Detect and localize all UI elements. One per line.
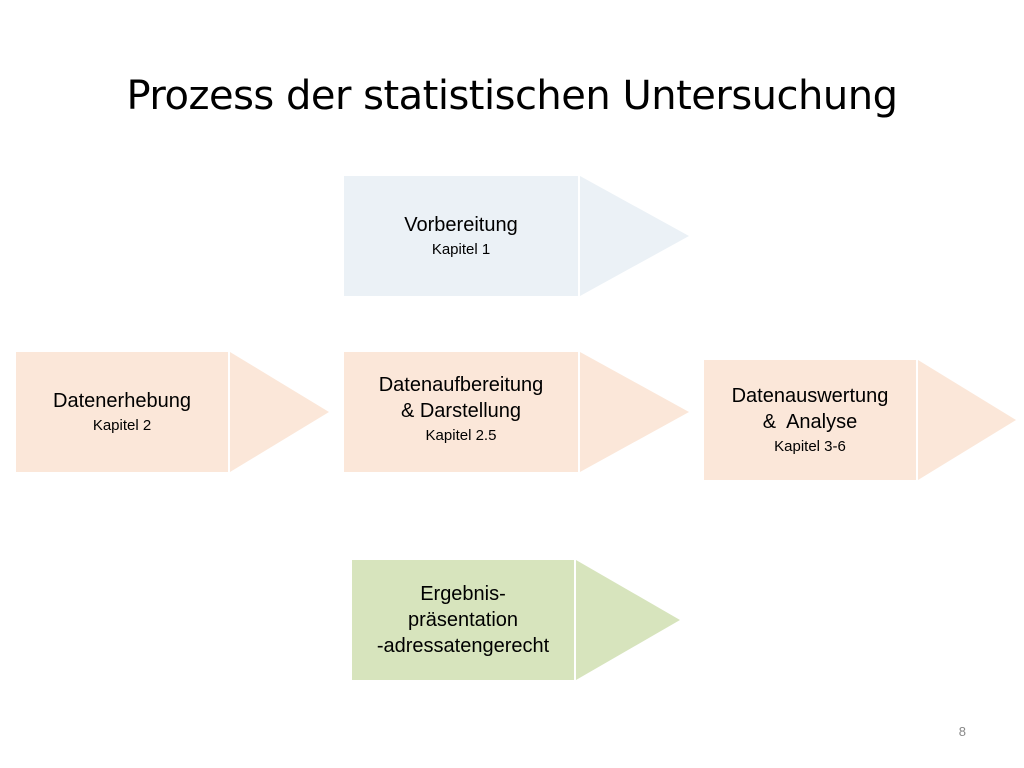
page-number: 8 xyxy=(958,724,966,739)
chevron-arrow-icon xyxy=(230,352,329,472)
step-label-line3: -adressatengerecht xyxy=(376,635,550,657)
step-label: Datenauswertung xyxy=(731,385,889,407)
chevron-arrow-icon xyxy=(580,352,689,472)
step-datenauswertung xyxy=(704,360,1016,480)
step-label: Datenaufbereitung xyxy=(378,374,544,396)
step-ergebnispraesentation xyxy=(352,560,680,680)
step-chapter: Kapitel 3-6 xyxy=(774,438,846,455)
step-box xyxy=(352,560,574,680)
step-box xyxy=(16,352,228,472)
step-label: Ergebnis- xyxy=(420,583,506,605)
step-label-line2: präsentation xyxy=(407,609,519,631)
step-label-line2: & Darstellung xyxy=(400,400,522,422)
step-datenerhebung xyxy=(16,352,329,472)
step-chapter: Kapitel 2.5 xyxy=(425,427,497,444)
chevron-arrow-icon xyxy=(918,360,1016,480)
step-chapter: Kapitel 1 xyxy=(431,241,491,258)
chevron-arrow-icon xyxy=(580,176,689,296)
slide-title: Prozess der statistischen Untersuchung xyxy=(126,73,898,119)
step-datenaufbereitung xyxy=(344,352,689,472)
step-label: Vorbereitung xyxy=(404,214,518,236)
chevron-arrow-icon xyxy=(576,560,680,680)
step-box xyxy=(344,352,578,472)
step-label-line2: & Analyse xyxy=(762,411,858,433)
step-box xyxy=(704,360,916,480)
step-chapter: Kapitel 2 xyxy=(92,417,152,434)
step-vorbereitung xyxy=(344,176,689,296)
step-box xyxy=(344,176,578,296)
step-label: Datenerhebung xyxy=(53,390,191,412)
